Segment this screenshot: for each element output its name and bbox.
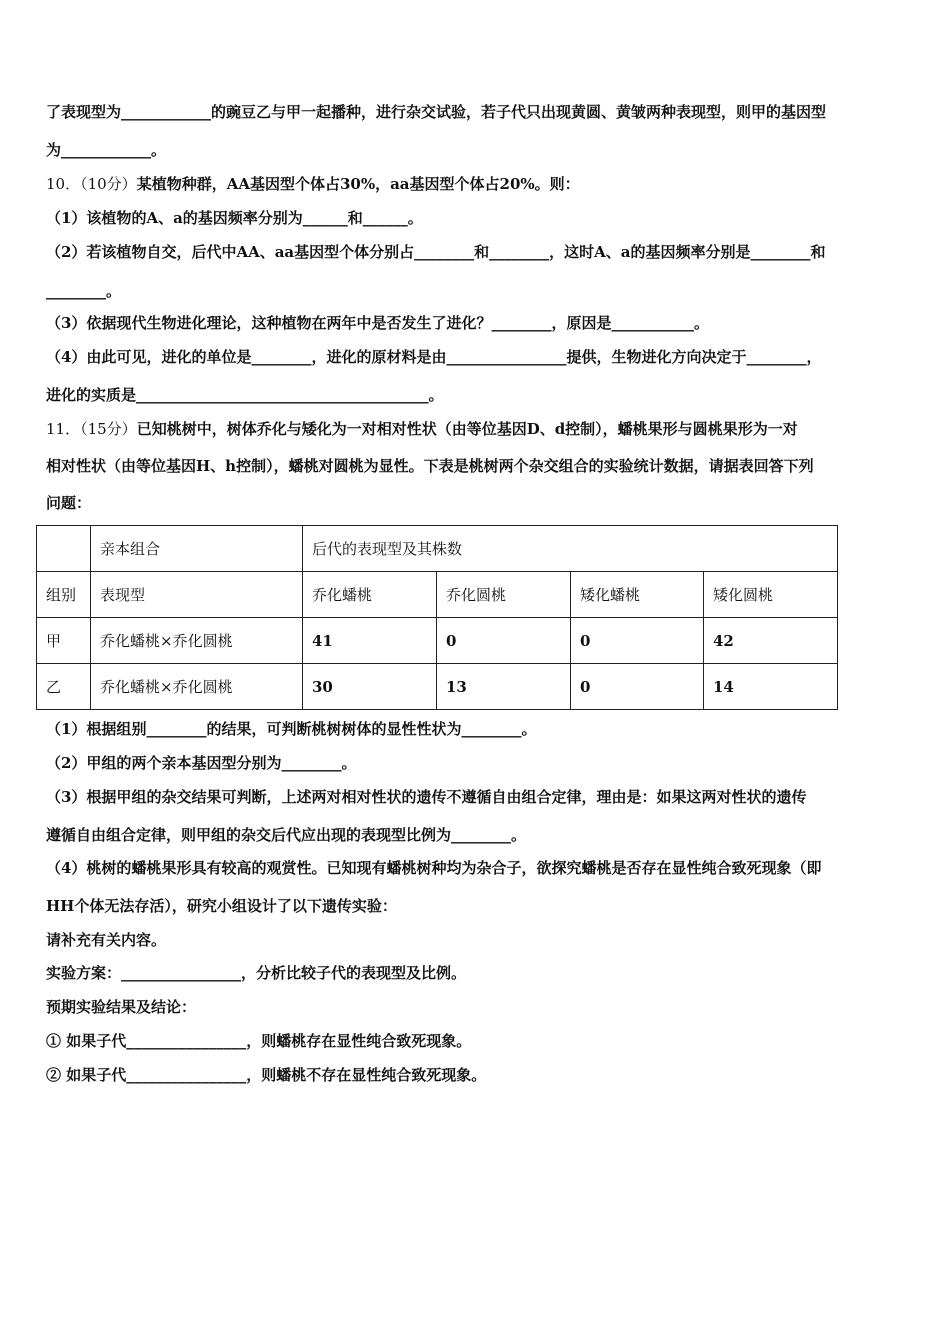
table-cell: 42 xyxy=(704,618,838,664)
table-header-row xyxy=(37,526,838,572)
sub-question: 遵循自由组合定律，则甲组的杂交后代应出现的表现型比例为________。 xyxy=(46,826,527,844)
table-cell: 乔化圆桃 xyxy=(437,572,571,618)
sub-question: 进化的实质是_______________________________________。 xyxy=(46,386,444,404)
sub-question: （4）由此可见，进化的单位是________，进化的原材料是由________________提供，生物进化方向决定于________， xyxy=(46,348,822,366)
table-cell: 0 xyxy=(571,618,704,664)
stem-text: 问题： xyxy=(46,494,92,512)
table-cell xyxy=(37,526,91,572)
sub-question: 请补充有关内容。 xyxy=(46,931,167,949)
sub-question: HH个体无法存活），研究小组设计了以下遗传实验： xyxy=(46,897,397,915)
table-cell: 30 xyxy=(303,664,437,710)
sub-question: （3）依据现代生物进化理论，这种植物在两年中是否发生了进化？________，原因是___________。 xyxy=(46,314,709,332)
table-cell: 乔化蟠桃 xyxy=(303,572,437,618)
table-cell: 甲 xyxy=(37,618,91,664)
sub-question: （2）若该植物自交，后代中AA、aa基因型个体分别占________和________，这时A、a的基因频率分别是________和 xyxy=(46,243,826,261)
table-cell: 乙 xyxy=(37,664,91,710)
sub-question: （2）甲组的两个亲本基因型分别为________。 xyxy=(46,754,357,772)
sub-question: （3）根据甲组的杂交结果可判断，上述两对相对性状的遗传不遵循自由组合定律，理由是：如果这两对性状的遗传 xyxy=(46,788,807,806)
table-cell: 0 xyxy=(571,664,704,710)
text-line: 为____________。 xyxy=(46,141,167,159)
question-stem xyxy=(46,174,580,194)
text-line: 了表现型为____________的豌豆乙与甲一起播种，进行杂交试验，若子代只出现黄圆、黄皱两种表现型，则甲的基因型 xyxy=(46,103,827,121)
question-number: 10．（10分） xyxy=(46,175,137,193)
sub-question: （1）该植物的A、a的基因频率分别为______和______。 xyxy=(46,209,423,227)
question-stem xyxy=(46,419,798,439)
table-cell: 后代的表现型及其株数 xyxy=(303,526,838,572)
sub-question: 预期实验结果及结论： xyxy=(46,998,197,1016)
table-cell: 乔化蟠桃×乔化圆桃 xyxy=(91,664,303,710)
sub-question: ________。 xyxy=(46,282,122,300)
table-cell: 41 xyxy=(303,618,437,664)
table-cell: 矮化圆桃 xyxy=(704,572,838,618)
data-table xyxy=(36,525,838,710)
table-header-row xyxy=(37,572,838,618)
stem-text: 相对性状（由等位基因H、h控制），蟠桃对圆桃为显性。下表是桃树两个杂交组合的实验统计数据，请据表回答下列 xyxy=(46,457,814,475)
sub-question: （4）桃树的蟠桃果形具有较高的观赏性。已知现有蟠桃树种均为杂合子，欲探究蟠桃是否存在显性纯合致死现象（即 xyxy=(46,859,822,877)
table-cell: 14 xyxy=(704,664,838,710)
stem-text: 已知桃树中，树体乔化与矮化为一对相对性状（由等位基因D、d控制），蟠桃果形与圆桃果形为一对 xyxy=(136,420,798,438)
table-row xyxy=(37,618,838,664)
table-row xyxy=(37,664,838,710)
sub-question: （1）根据组别________的结果，可判断桃树树体的显性性状为________。 xyxy=(46,720,537,738)
table-cell: 亲本组合 xyxy=(91,526,303,572)
table-cell: 0 xyxy=(437,618,571,664)
table-cell: 组别 xyxy=(37,572,91,618)
sub-question: ① 如果子代________________，则蟠桃存在显性纯合致死现象。 xyxy=(46,1032,472,1050)
stem-text: 某植物种群，AA基因型个体占30%，aa基因型个体占20%。则： xyxy=(136,175,580,193)
table-cell: 表现型 xyxy=(91,572,303,618)
sub-question: ② 如果子代________________，则蟠桃不存在显性纯合致死现象。 xyxy=(46,1066,487,1084)
table-cell: 乔化蟠桃×乔化圆桃 xyxy=(91,618,303,664)
sub-question: 实验方案：________________，分析比较子代的表现型及比例。 xyxy=(46,964,467,982)
table-cell: 矮化蟠桃 xyxy=(571,572,704,618)
question-number: 11．（15分） xyxy=(46,420,137,438)
table-cell: 13 xyxy=(437,664,571,710)
